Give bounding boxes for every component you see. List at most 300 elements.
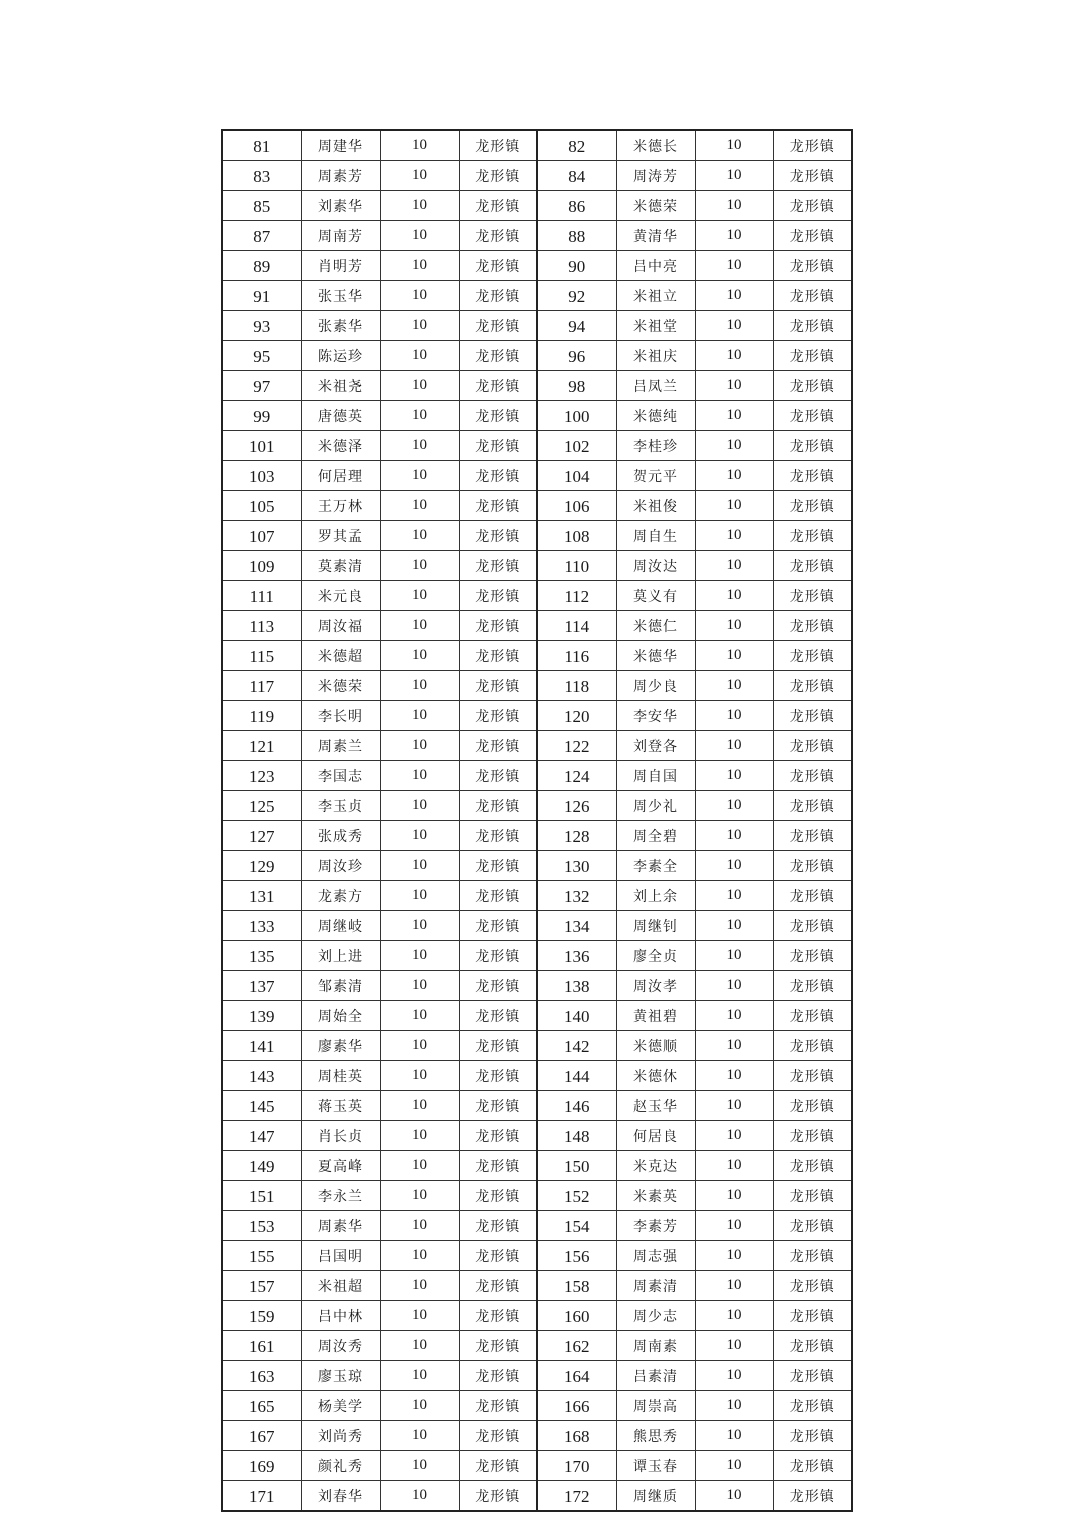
right-entry-town: 龙形镇 bbox=[773, 971, 852, 1001]
left-entry-town: 龙形镇 bbox=[459, 1031, 537, 1061]
right-entry-amount: 10 bbox=[695, 1091, 773, 1121]
right-entry-name: 贺元平 bbox=[616, 461, 695, 491]
left-entry-town: 龙形镇 bbox=[459, 611, 537, 641]
right-entry-name: 周素清 bbox=[616, 1271, 695, 1301]
table-row bbox=[222, 641, 852, 671]
left-entry-number: 145 bbox=[222, 1091, 301, 1121]
right-entry-name: 米德仁 bbox=[616, 611, 695, 641]
right-entry-number: 124 bbox=[537, 761, 616, 791]
right-entry-number: 100 bbox=[537, 401, 616, 431]
left-entry-amount: 10 bbox=[380, 1151, 459, 1181]
left-entry-town: 龙形镇 bbox=[459, 1391, 537, 1421]
left-entry-number: 117 bbox=[222, 671, 301, 701]
table-row bbox=[222, 130, 852, 161]
left-entry-number: 99 bbox=[222, 401, 301, 431]
left-entry-number: 119 bbox=[222, 701, 301, 731]
right-entry-amount: 10 bbox=[695, 1361, 773, 1391]
right-entry-name: 米素英 bbox=[616, 1181, 695, 1211]
right-entry-town: 龙形镇 bbox=[773, 1391, 852, 1421]
right-entry-town: 龙形镇 bbox=[773, 1271, 852, 1301]
left-entry-amount: 10 bbox=[380, 1361, 459, 1391]
right-entry-amount: 10 bbox=[695, 1271, 773, 1301]
right-entry-number: 116 bbox=[537, 641, 616, 671]
right-entry-name: 黄清华 bbox=[616, 221, 695, 251]
table-row bbox=[222, 281, 852, 311]
right-entry-amount: 10 bbox=[695, 821, 773, 851]
right-entry-town: 龙形镇 bbox=[773, 1421, 852, 1451]
right-entry-amount: 10 bbox=[695, 251, 773, 281]
right-entry-amount: 10 bbox=[695, 1331, 773, 1361]
left-entry-name: 罗其孟 bbox=[301, 521, 380, 551]
table-row bbox=[222, 371, 852, 401]
left-entry-town: 龙形镇 bbox=[459, 461, 537, 491]
left-entry-amount: 10 bbox=[380, 401, 459, 431]
table-row bbox=[222, 731, 852, 761]
right-entry-amount: 10 bbox=[695, 881, 773, 911]
left-entry-name: 李永兰 bbox=[301, 1181, 380, 1211]
left-entry-amount: 10 bbox=[380, 791, 459, 821]
left-entry-name: 米祖尧 bbox=[301, 371, 380, 401]
right-entry-town: 龙形镇 bbox=[773, 611, 852, 641]
right-entry-number: 84 bbox=[537, 161, 616, 191]
left-entry-town: 龙形镇 bbox=[459, 371, 537, 401]
right-entry-amount: 10 bbox=[695, 130, 773, 161]
left-entry-town: 龙形镇 bbox=[459, 791, 537, 821]
left-entry-number: 95 bbox=[222, 341, 301, 371]
left-entry-name: 吕国明 bbox=[301, 1241, 380, 1271]
right-entry-name: 周自国 bbox=[616, 761, 695, 791]
left-entry-town: 龙形镇 bbox=[459, 731, 537, 761]
left-entry-number: 93 bbox=[222, 311, 301, 341]
left-entry-name: 周素兰 bbox=[301, 731, 380, 761]
right-entry-town: 龙形镇 bbox=[773, 371, 852, 401]
right-entry-number: 82 bbox=[537, 130, 616, 161]
left-entry-amount: 10 bbox=[380, 1001, 459, 1031]
right-entry-number: 132 bbox=[537, 881, 616, 911]
left-entry-amount: 10 bbox=[380, 611, 459, 641]
right-entry-amount: 10 bbox=[695, 1391, 773, 1421]
table-row bbox=[222, 851, 852, 881]
right-entry-name: 周全碧 bbox=[616, 821, 695, 851]
right-entry-number: 166 bbox=[537, 1391, 616, 1421]
right-entry-name: 米祖俊 bbox=[616, 491, 695, 521]
left-entry-town: 龙形镇 bbox=[459, 1061, 537, 1091]
table-row bbox=[222, 1391, 852, 1421]
left-entry-number: 149 bbox=[222, 1151, 301, 1181]
left-entry-number: 153 bbox=[222, 1211, 301, 1241]
left-entry-amount: 10 bbox=[380, 161, 459, 191]
left-entry-number: 155 bbox=[222, 1241, 301, 1271]
left-entry-name: 周汝珍 bbox=[301, 851, 380, 881]
right-entry-amount: 10 bbox=[695, 671, 773, 701]
left-entry-town: 龙形镇 bbox=[459, 1271, 537, 1301]
left-entry-amount: 10 bbox=[380, 671, 459, 701]
right-entry-town: 龙形镇 bbox=[773, 521, 852, 551]
right-entry-name: 周少志 bbox=[616, 1301, 695, 1331]
left-entry-name: 廖素华 bbox=[301, 1031, 380, 1061]
left-entry-number: 113 bbox=[222, 611, 301, 641]
right-entry-amount: 10 bbox=[695, 491, 773, 521]
left-entry-amount: 10 bbox=[380, 1331, 459, 1361]
right-entry-number: 104 bbox=[537, 461, 616, 491]
right-entry-name: 周涛芳 bbox=[616, 161, 695, 191]
right-entry-name: 李桂珍 bbox=[616, 431, 695, 461]
left-entry-name: 廖玉琼 bbox=[301, 1361, 380, 1391]
right-entry-town: 龙形镇 bbox=[773, 1181, 852, 1211]
table-row bbox=[222, 581, 852, 611]
left-entry-amount: 10 bbox=[380, 581, 459, 611]
right-entry-town: 龙形镇 bbox=[773, 341, 852, 371]
left-entry-amount: 10 bbox=[380, 641, 459, 671]
right-entry-town: 龙形镇 bbox=[773, 1031, 852, 1061]
left-entry-number: 111 bbox=[222, 581, 301, 611]
left-entry-number: 89 bbox=[222, 251, 301, 281]
right-entry-number: 172 bbox=[537, 1481, 616, 1512]
right-entry-number: 136 bbox=[537, 941, 616, 971]
right-entry-number: 96 bbox=[537, 341, 616, 371]
right-entry-number: 114 bbox=[537, 611, 616, 641]
left-entry-name: 李国志 bbox=[301, 761, 380, 791]
roster-table-body bbox=[222, 130, 852, 1511]
right-entry-number: 146 bbox=[537, 1091, 616, 1121]
left-entry-number: 123 bbox=[222, 761, 301, 791]
right-entry-name: 李素全 bbox=[616, 851, 695, 881]
right-entry-town: 龙形镇 bbox=[773, 1061, 852, 1091]
left-entry-amount: 10 bbox=[380, 701, 459, 731]
table-row bbox=[222, 1271, 852, 1301]
right-entry-town: 龙形镇 bbox=[773, 1451, 852, 1481]
left-entry-town: 龙形镇 bbox=[459, 1181, 537, 1211]
right-entry-amount: 10 bbox=[695, 1421, 773, 1451]
left-entry-amount: 10 bbox=[380, 1301, 459, 1331]
left-entry-town: 龙形镇 bbox=[459, 581, 537, 611]
left-entry-amount: 10 bbox=[380, 191, 459, 221]
left-entry-name: 刘上进 bbox=[301, 941, 380, 971]
left-entry-town: 龙形镇 bbox=[459, 671, 537, 701]
right-entry-name: 周少良 bbox=[616, 671, 695, 701]
right-entry-name: 米克达 bbox=[616, 1151, 695, 1181]
table-row bbox=[222, 791, 852, 821]
table-row bbox=[222, 911, 852, 941]
right-entry-town: 龙形镇 bbox=[773, 1211, 852, 1241]
left-entry-town: 龙形镇 bbox=[459, 251, 537, 281]
right-entry-name: 李素芳 bbox=[616, 1211, 695, 1241]
left-entry-name: 周素华 bbox=[301, 1211, 380, 1241]
left-entry-amount: 10 bbox=[380, 731, 459, 761]
left-entry-name: 周建华 bbox=[301, 130, 380, 161]
table-row bbox=[222, 251, 852, 281]
right-entry-name: 李安华 bbox=[616, 701, 695, 731]
right-entry-number: 148 bbox=[537, 1121, 616, 1151]
table-row bbox=[222, 221, 852, 251]
left-entry-town: 龙形镇 bbox=[459, 1241, 537, 1271]
right-entry-number: 144 bbox=[537, 1061, 616, 1091]
table-row bbox=[222, 341, 852, 371]
left-entry-amount: 10 bbox=[380, 941, 459, 971]
right-entry-name: 米德长 bbox=[616, 130, 695, 161]
right-entry-name: 黄祖碧 bbox=[616, 1001, 695, 1031]
left-entry-name: 周汝福 bbox=[301, 611, 380, 641]
left-entry-town: 龙形镇 bbox=[459, 281, 537, 311]
right-entry-number: 106 bbox=[537, 491, 616, 521]
right-entry-number: 128 bbox=[537, 821, 616, 851]
right-entry-town: 龙形镇 bbox=[773, 701, 852, 731]
roster-table bbox=[221, 129, 853, 1512]
right-entry-amount: 10 bbox=[695, 911, 773, 941]
right-entry-name: 廖全贞 bbox=[616, 941, 695, 971]
left-entry-amount: 10 bbox=[380, 251, 459, 281]
right-entry-name: 米德休 bbox=[616, 1061, 695, 1091]
right-entry-amount: 10 bbox=[695, 221, 773, 251]
left-entry-amount: 10 bbox=[380, 431, 459, 461]
left-entry-town: 龙形镇 bbox=[459, 1361, 537, 1391]
left-entry-town: 龙形镇 bbox=[459, 1421, 537, 1451]
left-entry-town: 龙形镇 bbox=[459, 491, 537, 521]
right-entry-town: 龙形镇 bbox=[773, 1301, 852, 1331]
left-entry-number: 159 bbox=[222, 1301, 301, 1331]
left-entry-town: 龙形镇 bbox=[459, 130, 537, 161]
table-row bbox=[222, 191, 852, 221]
right-entry-number: 86 bbox=[537, 191, 616, 221]
left-entry-number: 107 bbox=[222, 521, 301, 551]
right-entry-name: 周继质 bbox=[616, 1481, 695, 1512]
left-entry-name: 何居理 bbox=[301, 461, 380, 491]
right-entry-amount: 10 bbox=[695, 1301, 773, 1331]
left-entry-town: 龙形镇 bbox=[459, 911, 537, 941]
right-entry-number: 112 bbox=[537, 581, 616, 611]
left-entry-amount: 10 bbox=[380, 851, 459, 881]
left-entry-number: 131 bbox=[222, 881, 301, 911]
right-entry-amount: 10 bbox=[695, 731, 773, 761]
left-entry-amount: 10 bbox=[380, 1181, 459, 1211]
right-entry-name: 米祖堂 bbox=[616, 311, 695, 341]
right-entry-number: 130 bbox=[537, 851, 616, 881]
right-entry-town: 龙形镇 bbox=[773, 791, 852, 821]
table-row bbox=[222, 1031, 852, 1061]
right-entry-number: 162 bbox=[537, 1331, 616, 1361]
right-entry-amount: 10 bbox=[695, 1031, 773, 1061]
right-entry-town: 龙形镇 bbox=[773, 881, 852, 911]
left-entry-amount: 10 bbox=[380, 1241, 459, 1271]
left-entry-amount: 10 bbox=[380, 521, 459, 551]
right-entry-number: 126 bbox=[537, 791, 616, 821]
right-entry-name: 米德荣 bbox=[616, 191, 695, 221]
left-entry-number: 171 bbox=[222, 1481, 301, 1512]
left-entry-amount: 10 bbox=[380, 1481, 459, 1512]
right-entry-name: 赵玉华 bbox=[616, 1091, 695, 1121]
right-entry-name: 米祖庆 bbox=[616, 341, 695, 371]
right-entry-amount: 10 bbox=[695, 461, 773, 491]
left-entry-amount: 10 bbox=[380, 341, 459, 371]
left-entry-name: 米元良 bbox=[301, 581, 380, 611]
right-entry-amount: 10 bbox=[695, 161, 773, 191]
right-entry-number: 156 bbox=[537, 1241, 616, 1271]
table-row bbox=[222, 401, 852, 431]
left-entry-name: 唐德英 bbox=[301, 401, 380, 431]
left-entry-name: 莫素清 bbox=[301, 551, 380, 581]
left-entry-number: 127 bbox=[222, 821, 301, 851]
right-entry-amount: 10 bbox=[695, 341, 773, 371]
left-entry-town: 龙形镇 bbox=[459, 311, 537, 341]
left-entry-amount: 10 bbox=[380, 281, 459, 311]
left-entry-amount: 10 bbox=[380, 971, 459, 1001]
table-row bbox=[222, 161, 852, 191]
left-entry-amount: 10 bbox=[380, 1271, 459, 1301]
table-row bbox=[222, 1451, 852, 1481]
left-entry-town: 龙形镇 bbox=[459, 641, 537, 671]
left-entry-name: 陈运珍 bbox=[301, 341, 380, 371]
left-entry-town: 龙形镇 bbox=[459, 551, 537, 581]
left-entry-name: 周素芳 bbox=[301, 161, 380, 191]
left-entry-town: 龙形镇 bbox=[459, 1211, 537, 1241]
right-entry-number: 154 bbox=[537, 1211, 616, 1241]
right-entry-town: 龙形镇 bbox=[773, 281, 852, 311]
left-entry-number: 169 bbox=[222, 1451, 301, 1481]
table-row bbox=[222, 1091, 852, 1121]
right-entry-town: 龙形镇 bbox=[773, 1001, 852, 1031]
table-row bbox=[222, 1121, 852, 1151]
left-entry-name: 周始全 bbox=[301, 1001, 380, 1031]
right-entry-amount: 10 bbox=[695, 851, 773, 881]
right-entry-number: 102 bbox=[537, 431, 616, 461]
right-entry-town: 龙形镇 bbox=[773, 311, 852, 341]
left-entry-name: 邹素清 bbox=[301, 971, 380, 1001]
left-entry-name: 张素华 bbox=[301, 311, 380, 341]
right-entry-amount: 10 bbox=[695, 971, 773, 1001]
right-entry-number: 168 bbox=[537, 1421, 616, 1451]
left-entry-town: 龙形镇 bbox=[459, 881, 537, 911]
left-entry-amount: 10 bbox=[380, 311, 459, 341]
right-entry-name: 刘上余 bbox=[616, 881, 695, 911]
right-entry-town: 龙形镇 bbox=[773, 851, 852, 881]
left-entry-amount: 10 bbox=[380, 1091, 459, 1121]
left-entry-name: 周桂英 bbox=[301, 1061, 380, 1091]
right-entry-name: 吕中亮 bbox=[616, 251, 695, 281]
left-entry-number: 115 bbox=[222, 641, 301, 671]
right-entry-number: 160 bbox=[537, 1301, 616, 1331]
left-entry-amount: 10 bbox=[380, 371, 459, 401]
left-entry-name: 肖长贞 bbox=[301, 1121, 380, 1151]
left-entry-amount: 10 bbox=[380, 911, 459, 941]
left-entry-town: 龙形镇 bbox=[459, 221, 537, 251]
right-entry-name: 熊思秀 bbox=[616, 1421, 695, 1451]
right-entry-amount: 10 bbox=[695, 581, 773, 611]
table-row bbox=[222, 821, 852, 851]
right-entry-number: 120 bbox=[537, 701, 616, 731]
left-entry-amount: 10 bbox=[380, 881, 459, 911]
table-row bbox=[222, 941, 852, 971]
table-row bbox=[222, 311, 852, 341]
table-row bbox=[222, 431, 852, 461]
left-entry-town: 龙形镇 bbox=[459, 521, 537, 551]
table-row bbox=[222, 1241, 852, 1271]
right-entry-number: 92 bbox=[537, 281, 616, 311]
left-entry-name: 米德泽 bbox=[301, 431, 380, 461]
left-entry-number: 85 bbox=[222, 191, 301, 221]
left-entry-town: 龙形镇 bbox=[459, 341, 537, 371]
table-row bbox=[222, 461, 852, 491]
table-row bbox=[222, 1421, 852, 1451]
left-entry-town: 龙形镇 bbox=[459, 1001, 537, 1031]
right-entry-town: 龙形镇 bbox=[773, 191, 852, 221]
left-entry-number: 167 bbox=[222, 1421, 301, 1451]
table-row bbox=[222, 761, 852, 791]
left-entry-town: 龙形镇 bbox=[459, 1451, 537, 1481]
right-entry-town: 龙形镇 bbox=[773, 161, 852, 191]
left-entry-number: 147 bbox=[222, 1121, 301, 1151]
right-entry-number: 88 bbox=[537, 221, 616, 251]
right-entry-amount: 10 bbox=[695, 611, 773, 641]
left-entry-town: 龙形镇 bbox=[459, 971, 537, 1001]
table-row bbox=[222, 881, 852, 911]
right-entry-town: 龙形镇 bbox=[773, 761, 852, 791]
left-entry-town: 龙形镇 bbox=[459, 761, 537, 791]
left-entry-number: 151 bbox=[222, 1181, 301, 1211]
table-row bbox=[222, 491, 852, 521]
left-entry-amount: 10 bbox=[380, 1031, 459, 1061]
left-entry-amount: 10 bbox=[380, 1391, 459, 1421]
left-entry-town: 龙形镇 bbox=[459, 1481, 537, 1512]
right-entry-name: 周汝孝 bbox=[616, 971, 695, 1001]
table-row bbox=[222, 1481, 852, 1512]
right-entry-name: 刘登各 bbox=[616, 731, 695, 761]
right-entry-amount: 10 bbox=[695, 191, 773, 221]
left-entry-amount: 10 bbox=[380, 761, 459, 791]
left-entry-name: 米德超 bbox=[301, 641, 380, 671]
right-entry-town: 龙形镇 bbox=[773, 821, 852, 851]
right-entry-amount: 10 bbox=[695, 1151, 773, 1181]
left-entry-amount: 10 bbox=[380, 1421, 459, 1451]
right-entry-town: 龙形镇 bbox=[773, 251, 852, 281]
right-entry-name: 米德纯 bbox=[616, 401, 695, 431]
left-entry-number: 105 bbox=[222, 491, 301, 521]
left-entry-town: 龙形镇 bbox=[459, 1121, 537, 1151]
right-entry-amount: 10 bbox=[695, 311, 773, 341]
right-entry-name: 何居良 bbox=[616, 1121, 695, 1151]
right-entry-name: 周南素 bbox=[616, 1331, 695, 1361]
table-row bbox=[222, 551, 852, 581]
left-entry-number: 103 bbox=[222, 461, 301, 491]
right-entry-town: 龙形镇 bbox=[773, 1241, 852, 1271]
right-entry-town: 龙形镇 bbox=[773, 431, 852, 461]
table-row bbox=[222, 1301, 852, 1331]
left-entry-name: 张成秀 bbox=[301, 821, 380, 851]
right-entry-town: 龙形镇 bbox=[773, 671, 852, 701]
right-entry-number: 98 bbox=[537, 371, 616, 401]
right-entry-town: 龙形镇 bbox=[773, 731, 852, 761]
left-entry-number: 121 bbox=[222, 731, 301, 761]
left-entry-number: 161 bbox=[222, 1331, 301, 1361]
left-entry-name: 周南芳 bbox=[301, 221, 380, 251]
right-entry-number: 108 bbox=[537, 521, 616, 551]
right-entry-town: 龙形镇 bbox=[773, 1151, 852, 1181]
table-row bbox=[222, 1151, 852, 1181]
left-entry-number: 143 bbox=[222, 1061, 301, 1091]
right-entry-number: 94 bbox=[537, 311, 616, 341]
right-entry-amount: 10 bbox=[695, 1121, 773, 1151]
left-entry-number: 135 bbox=[222, 941, 301, 971]
left-entry-town: 龙形镇 bbox=[459, 191, 537, 221]
right-entry-number: 152 bbox=[537, 1181, 616, 1211]
table-row bbox=[222, 611, 852, 641]
right-entry-town: 龙形镇 bbox=[773, 221, 852, 251]
right-entry-name: 周少礼 bbox=[616, 791, 695, 821]
right-entry-amount: 10 bbox=[695, 521, 773, 551]
left-entry-amount: 10 bbox=[380, 491, 459, 521]
left-entry-amount: 10 bbox=[380, 551, 459, 581]
left-entry-name: 颜礼秀 bbox=[301, 1451, 380, 1481]
left-entry-number: 163 bbox=[222, 1361, 301, 1391]
